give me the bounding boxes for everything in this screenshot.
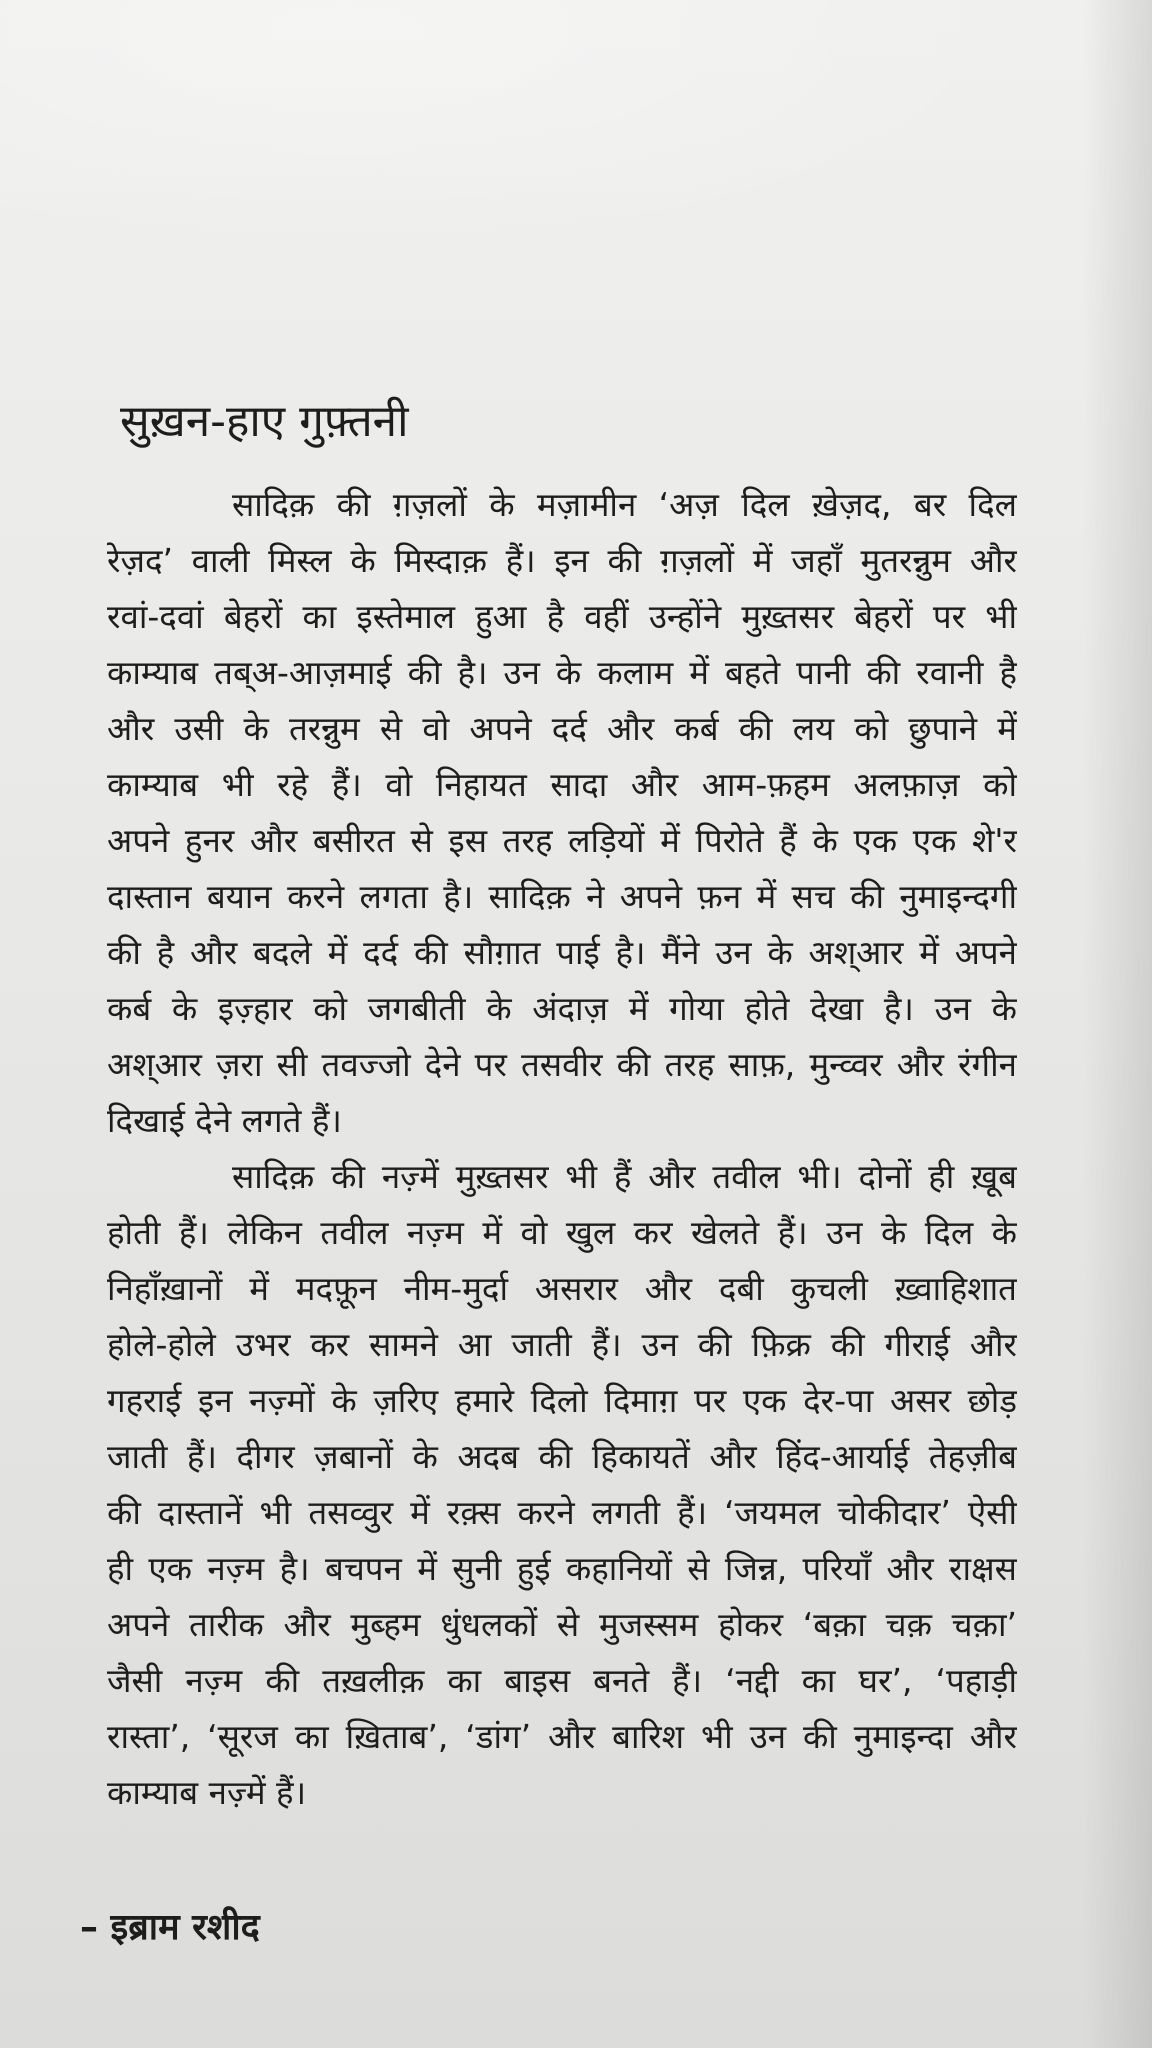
paragraph-2-line-4: होले-होले उभर कर सामने आ जाती हैं। उन की फ़िक्र की गीराई और [107, 1325, 1017, 1364]
paragraph-2-line-3: निहाँख़ानों में मदफ़ून नीम-मुर्दा असरार और दबी कुचली ख़्वाहिशात [107, 1269, 1017, 1308]
paragraph-2-line-6: जाती हैं। दीगर ज़बानों के अदब की हिकायतें और हिंद-आर्याई तेहज़ीब [107, 1437, 1017, 1476]
paragraph-2-line-1: सादिक़ की नज़्में मुख़्तसर भी हैं और तवील भी। दोनों ही ख़ूब [232, 1157, 1017, 1196]
paragraph-1-line-2: रेज़द’ वाली मिस्ल के मिस्दाक़ हैं। इन की ग़ज़लों में जहाँ मुतरन्नुम और [107, 541, 1017, 580]
paragraph-1-line-5: और उसी के तरन्नुम से वो अपने दर्द और कर्ब की लय को छुपाने में [107, 709, 1017, 748]
paragraph-2-line-12: काम्याब नज़्में हैं। [107, 1773, 307, 1812]
page-edge-shadow [1082, 0, 1152, 2048]
paragraph-2-line-5: गहराई इन नज़्मों के ज़रिए हमारे दिलो दिमाग़ पर एक देर-पा असर छोड़ [107, 1381, 1017, 1420]
paragraph-1-line-9: की है और बदले में दर्द की सौग़ात पाई है। मैंने उन के अश्आर में अपने [107, 933, 1017, 972]
chapter-heading: सुख़न-हाए गुफ़्तनी [120, 396, 409, 447]
paragraph-1-line-6: काम्याब भी रहे हैं। वो निहायत सादा और आम-फ़हम अलफ़ाज़ को [107, 765, 1017, 804]
paragraph-1-line-10: कर्ब के इज़्हार को जगबीती के अंदाज़ में गोया होते देखा है। उन के [107, 989, 1017, 1028]
paragraph-1-line-8: दास्तान बयान करने लगता है। सादिक़ ने अपने फ़न में सच की नुमाइन्दगी [107, 877, 1017, 916]
paragraph-1-line-11: अश्आर ज़रा सी तवज्जो देने पर तसवीर की तरह साफ़, मुन्व्वर और रंगीन [107, 1045, 1017, 1084]
paragraph-1-line-4: काम्याब तब्अ-आज़माई की है। उन के कलाम में बहते पानी की रवानी है [107, 653, 1017, 692]
paragraph-2-line-8: ही एक नज़्म है। बचपन में सुनी हुई कहानियों से जिन्न, परियाँ और राक्षस [107, 1549, 1017, 1588]
paragraph-1-line-12: दिखाई देने लगते हैं। [107, 1101, 342, 1140]
paragraph-2-line-9: अपने तारीक और मुब्हम धुंधलकों से मुजस्सम होकर ‘बक़ा चक़ चक़ा’ [107, 1605, 1017, 1644]
paragraph-1-line-3: रवां-दवां बेहरों का इस्तेमाल हुआ है वहीं उन्होंने मुख़्तसर बेहरों पर भी [107, 597, 1017, 636]
light-glare [0, 0, 1152, 300]
paragraph-2-line-2: होती हैं। लेकिन तवील नज़्म में वो खुल कर खेलते हैं। उन के दिल के [107, 1213, 1017, 1252]
author-signature: – इब्राम रशीद [80, 1907, 260, 1948]
paragraph-1-line-1: सादिक़ की ग़ज़लों के मज़ामीन ‘अज़ दिल ख़ेज़द, बर दिल [232, 485, 1017, 524]
paragraph-2-line-7: की दास्तानें भी तसव्वुर में रक़्स करने लगती हैं। ‘जयमल चोकीदार’ ऐसी [107, 1493, 1017, 1532]
paragraph-2-line-10: जैसी नज़्म की तख़लीक़ का बाइस बनते हैं। ‘नद्दी का घर’, ‘पहाड़ी [107, 1661, 1017, 1700]
paragraph-1-line-7: अपने हुनर और बसीरत से इस तरह लड़ियों में पिरोते हैं के एक एक शे'र [107, 821, 1017, 860]
paragraph-2-line-11: रास्ता’, ‘सूरज का ख़िताब’, ‘डांग’ और बारिश भी उन की नुमाइन्दा और [107, 1717, 1017, 1756]
